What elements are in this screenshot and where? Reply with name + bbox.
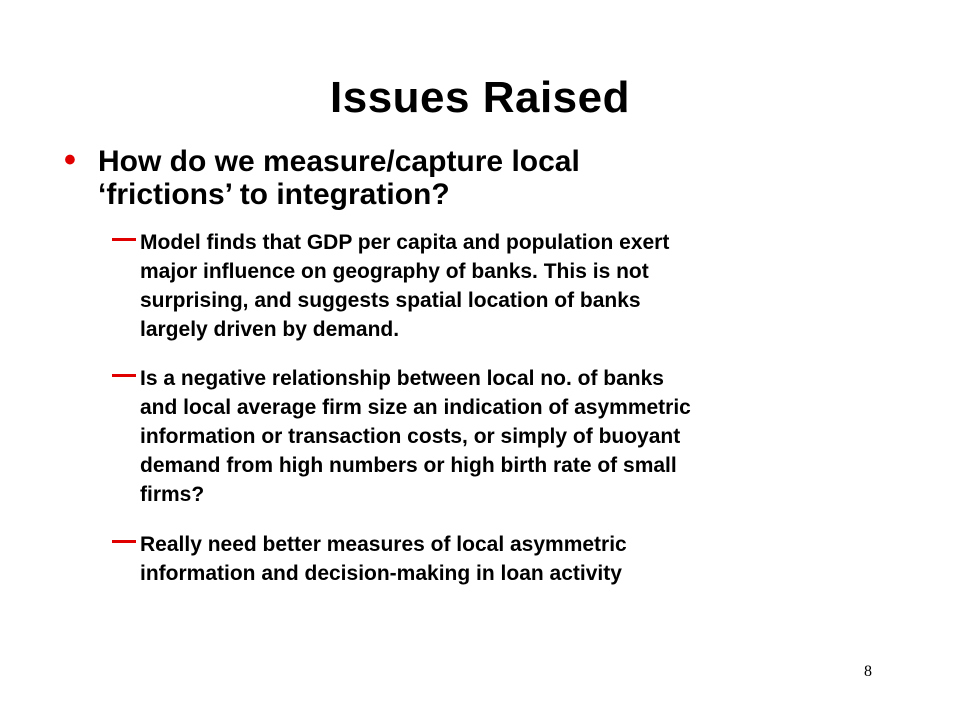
sub-point-line: Is a negative relationship between local no. of banks xyxy=(140,367,664,390)
main-bullet-line: ‘frictions’ to integration? xyxy=(98,178,450,211)
page-number: 8 xyxy=(864,663,872,680)
sub-point-line: and local average firm size an indication of asymmetric xyxy=(140,396,691,419)
sub-point-line: information and decision-making in loan activity xyxy=(140,562,622,585)
sub-point-line: Really need better measures of local asymmetric xyxy=(140,533,627,556)
dash-icon xyxy=(112,374,136,377)
slide-title: Issues Raised xyxy=(330,73,630,122)
sub-point-line: demand from high numbers or high birth rate of small xyxy=(140,454,677,477)
sub-point-line: Model finds that GDP per capita and population exert xyxy=(140,231,670,254)
dash-icon xyxy=(112,238,136,241)
main-bullet-line: How do we measure/capture local xyxy=(98,145,580,178)
dash-icon xyxy=(112,540,136,543)
bullet-dot-icon: • xyxy=(64,141,76,179)
main-bullet-text xyxy=(98,145,858,211)
sub-point-line: information or transaction costs, or simply of buoyant xyxy=(140,425,681,448)
sub-point-text xyxy=(140,228,840,344)
sub-point-text xyxy=(140,364,840,509)
sub-point-text xyxy=(140,530,840,588)
sub-point-line: surprising, and suggests spatial location of banks xyxy=(140,289,641,312)
sub-point-line: major influence on geography of banks. This is not xyxy=(140,260,649,283)
sub-point-line: largely driven by demand. xyxy=(140,318,400,341)
sub-point-line: firms? xyxy=(140,483,205,506)
